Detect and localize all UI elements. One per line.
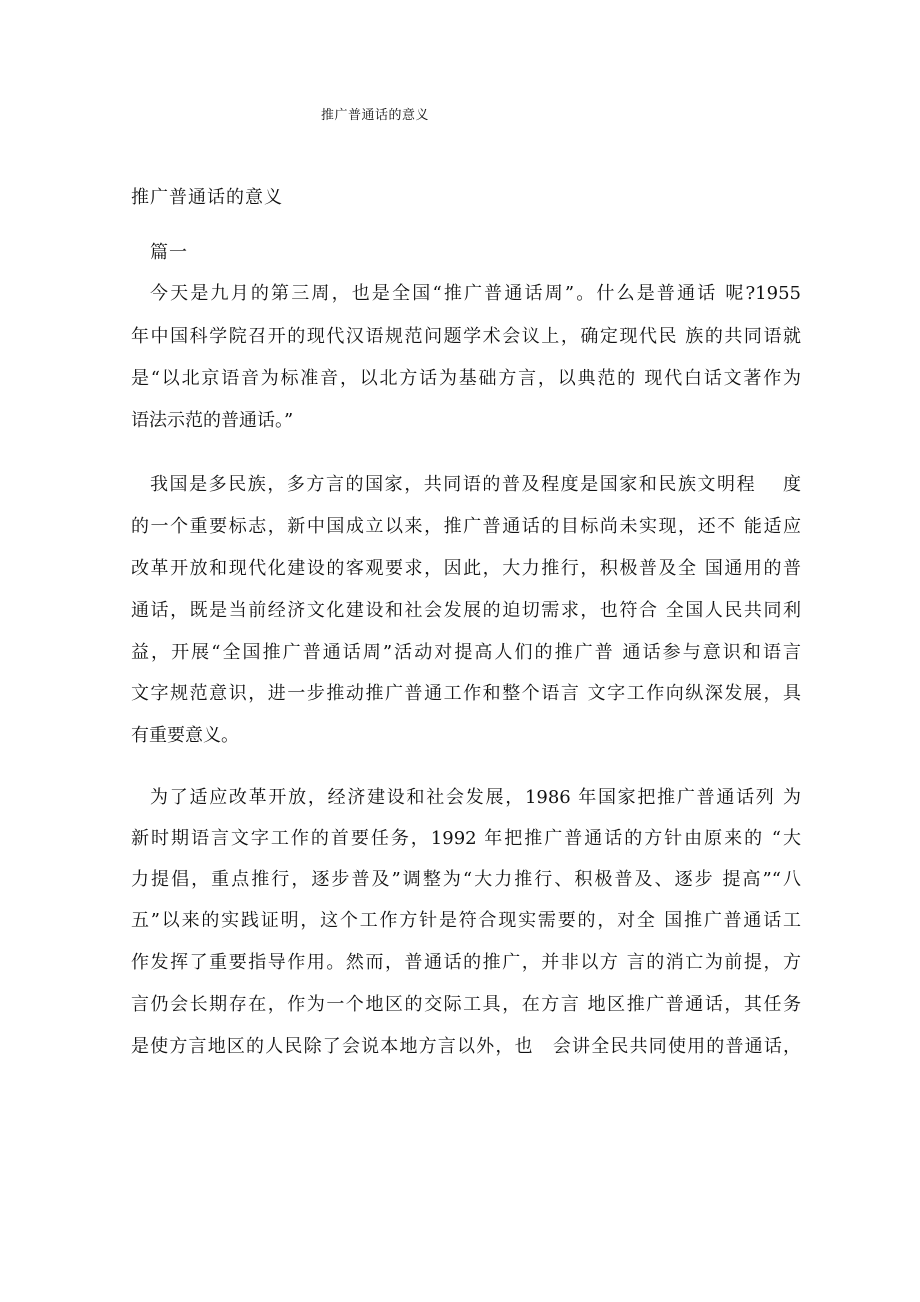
paragraph-line: 力提倡，重点推行，逐步普及”调整为“大力推行、积极普及、逐步 提高”“八: [131, 869, 801, 890]
paragraph-line: 五”以来的实践证明，这个工作方针是符合现实需要的，对全 国推广普通话工: [131, 910, 801, 931]
paragraph-line: 我国是多民族，多方言的国家，共同语的普及程度是国家和民族文明程 度: [150, 474, 801, 495]
paragraph-line: 是使方言地区的人民除了会说本地方言以外，也 会讲全民共同使用的普通话，: [131, 1036, 801, 1057]
paragraph-line: 言仍会长期存在，作为一个地区的交际工具，在方言 地区推广普通话，其任务: [131, 994, 801, 1015]
paragraph-line: 为了适应改革开放，经济建设和社会发展，1986 年国家把推广普通话列 为: [150, 787, 801, 808]
paragraph-line: 新时期语言文字工作的首要任务，1992 年把推广普通话的方针由原来的 “大: [131, 828, 801, 849]
paragraph-line: 通话，既是当前经济文化建设和社会发展的迫切需求，也符合 全国人民共同利: [131, 600, 801, 621]
paragraph-line: 改革开放和现代化建设的客观要求，因此，大力推行，积极普及全 国通用的普: [131, 558, 801, 579]
paragraph-line: 作发挥了重要指导作用。然而，普通话的推广，并非以方 言的消亡为前提，方: [131, 952, 801, 973]
paragraph-line: 年中国科学院召开的现代汉语规范问题学术会议上，确定现代民 族的共同语就: [131, 326, 801, 347]
running-header-title: 推广普通话的意义: [321, 108, 430, 123]
document-title: 推广普通话的意义: [131, 187, 283, 208]
paragraph-line: 是“以北京语音为标准音，以北方话为基础方言，以典范的 现代白话文著作为: [131, 368, 801, 389]
paragraph-line: 语法示范的普通话。”: [131, 410, 294, 431]
paragraph-line: 文字规范意识，进一步推动推广普通工作和整个语言 文字工作向纵深发展，具: [131, 683, 801, 704]
section-label: 篇一: [150, 242, 188, 263]
paragraph-line: 今天是九月的第三周，也是全国“推广普通话周”。什么是普通话 呢?1955: [150, 283, 801, 304]
paragraph-line: 有重要意义。: [131, 725, 239, 746]
paragraph-line: 的一个重要标志，新中国成立以来，推广普通话的目标尚未实现，还不 能适应: [131, 516, 801, 537]
paragraph-line: 益，开展“全国推广普通话周”活动对提高人们的推广普 通话参与意识和语言: [131, 642, 801, 663]
